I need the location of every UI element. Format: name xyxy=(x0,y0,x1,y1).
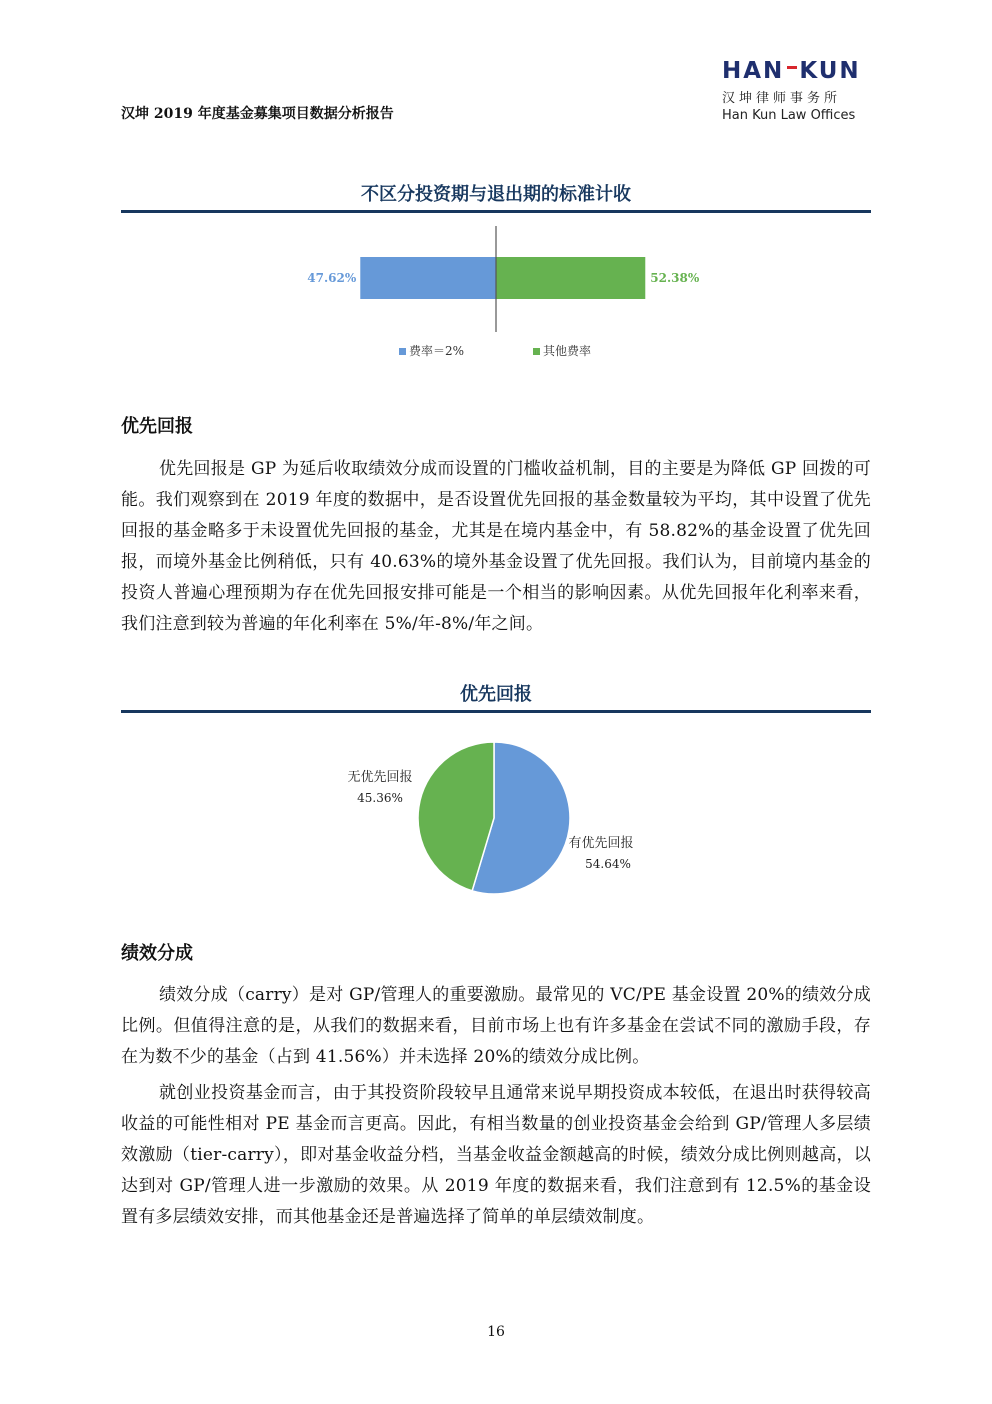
legend-swatch-other-fee xyxy=(533,348,540,355)
paragraph-preferred-return: 优先回报是 GP 为延后收取绩效分成而设置的门槛收益机制，目的主要是为降低 GP 回拨的可能。我们观察到在 2019 年度的数据中，是否设置优先回报的基金数量较为平均，其中设置了优先回报的基金略多于未设置优先回报的基金，尤其是在境内基金中，有 58.82%的基金设置了优先回报，而境外基金比例稍低，只有 40.63%的境外基金设置了优先回报。我们认为，目前境内基金的投资人普遍心理预期为存在优先回报安排可能是一个相当的影响因素。从优先回报年化利率来看，我们注意到较为普遍的年化利率在 5%/年-8%/年之间。 xyxy=(121,459,871,634)
bar-other-fee xyxy=(496,257,645,299)
report-title: 汉坤 2019 年度基金募集项目数据分析报告 xyxy=(121,106,394,122)
pie-label-without-preferred-return-name: 无优先回报 xyxy=(347,770,413,785)
section-heading-preferred-return: 优先回报 xyxy=(121,416,193,437)
page-number: 16 xyxy=(487,1324,505,1340)
bar-label-fee-2pct: 47.62% xyxy=(307,271,357,285)
chart1-rule xyxy=(121,210,871,213)
legend-label-other-fee: 其他费率 xyxy=(543,344,592,358)
chart2-title: 优先回报 xyxy=(460,684,532,705)
bar-label-other-fee: 52.38% xyxy=(650,271,700,285)
bar-fee-2pct xyxy=(360,257,496,299)
paragraph-carry-2: 就创业投资基金而言，由于其投资阶段较早且通常来说早期投资成本较低，在退出时获得较高收益的可能性相对 PE 基金而言更高。因此，有相当数量的创业投资基金会给到 GP/管理人多层绩效激励（tier-carry），即对基金收益分档，当基金收益金额越高的时候，绩效分成比例则越高，以达到对 GP/管理人进一步激励的效果。从 2019 年度的数据来看，我们注意到有 12.5%的基金设置有多层绩效安排，而其他基金还是普遍选择了简单的单层绩效制度。 xyxy=(121,1083,871,1227)
logo-han: HAN xyxy=(722,58,785,84)
pie-label-with-preferred-return-name: 有优先回报 xyxy=(568,836,634,851)
logo-kun: KUN xyxy=(799,58,861,84)
legend-label-fee-2pct: 费率＝2% xyxy=(409,344,465,358)
logo-chinese-name: 汉坤律师事务所 xyxy=(722,91,842,106)
pie-label-without-preferred-return-value: 45.36% xyxy=(357,791,403,805)
chart1-title: 不区分投资期与退出期的标准计收 xyxy=(361,184,631,205)
hankun-logo xyxy=(722,58,872,123)
logo-dash xyxy=(787,66,797,69)
legend-swatch-fee-2pct xyxy=(399,348,406,355)
chart1-diverging-bar xyxy=(121,214,871,374)
chart2-pie xyxy=(121,716,871,916)
logo-english-name: Han Kun Law Offices xyxy=(722,108,856,123)
section-heading-carry: 绩效分成 xyxy=(121,943,193,964)
paragraph-carry-1: 绩效分成（carry）是对 GP/管理人的重要激励。最常见的 VC/PE 基金设置 20%的绩效分成比例。但值得注意的是，从我们的数据来看，目前市场上也有许多基金在尝试不同的激励手段，存在为数不少的基金（占到 41.56%）并未选择 20%的绩效分成比例。 xyxy=(121,985,871,1067)
pie-label-with-preferred-return-value: 54.64% xyxy=(585,857,631,871)
chart2-rule xyxy=(121,710,871,713)
